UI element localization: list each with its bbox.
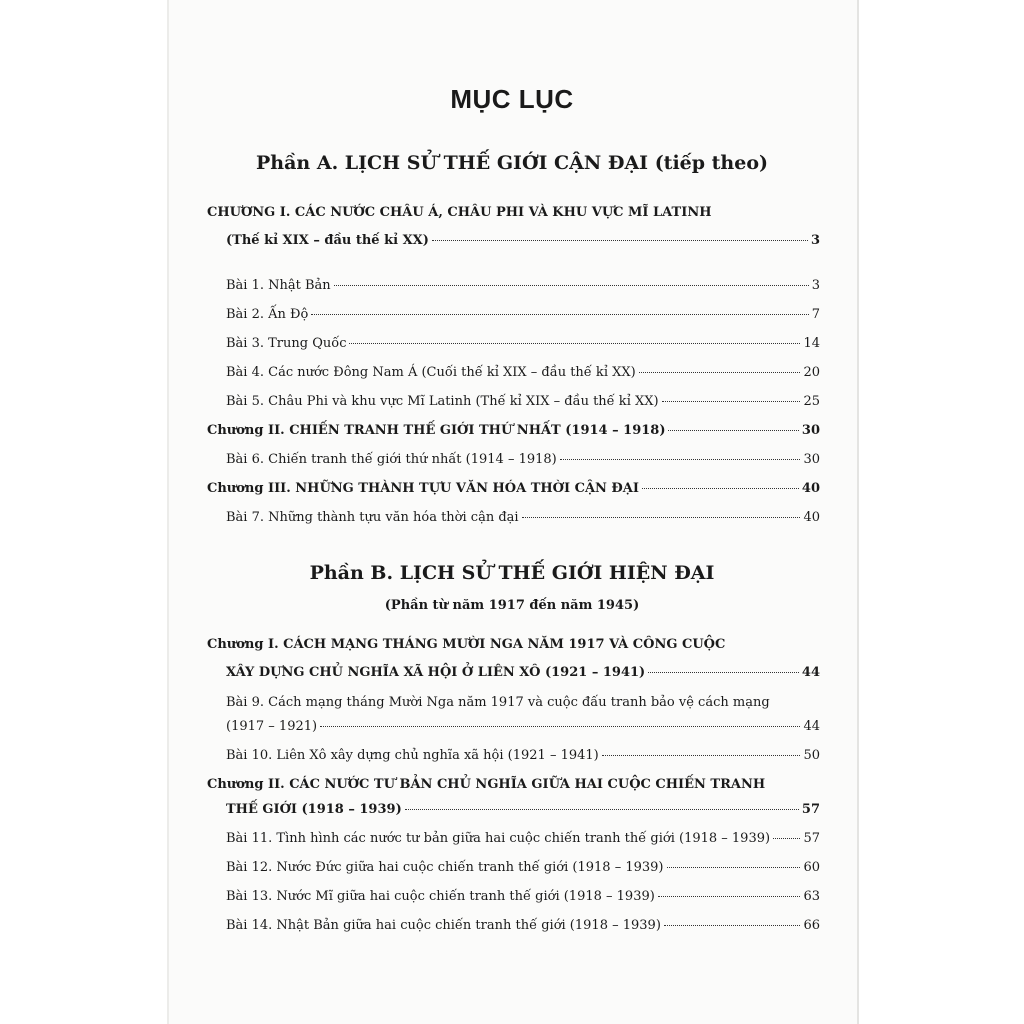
toc-entry-part-b-chapter-1[interactable] bbox=[226, 665, 820, 685]
toc-page-number: 7 bbox=[811, 307, 820, 322]
toc-page-number: 44 bbox=[803, 719, 820, 734]
dot-leader bbox=[432, 240, 808, 241]
dot-leader bbox=[320, 726, 800, 727]
toc-label: Bài 6. Chiến tranh thế giới thứ nhất (1914 – 1918) bbox=[226, 452, 557, 467]
toc-entry-part-a-chapter-1[interactable] bbox=[226, 233, 820, 253]
toc-page-number: 40 bbox=[801, 481, 820, 496]
toc-entry-lesson-14[interactable] bbox=[226, 918, 820, 938]
part-b-heading: Phần B. LỊCH SỬ THẾ GIỚI HIỆN ĐẠI bbox=[309, 562, 715, 584]
toc-label: (1917 – 1921) bbox=[226, 719, 318, 734]
toc-label: Chương III. NHỮNG THÀNH TỰU VĂN HÓA THỜI CẬN ĐẠI bbox=[207, 481, 639, 496]
toc-entry-lesson-7[interactable] bbox=[226, 510, 820, 530]
toc-page-number: 50 bbox=[803, 748, 820, 763]
dot-leader bbox=[349, 343, 800, 344]
toc-label: Bài 2. Ấn Độ bbox=[226, 307, 309, 322]
dot-leader bbox=[668, 430, 798, 431]
toc-entry-part-a-chapter-2[interactable] bbox=[207, 423, 820, 443]
toc-label: Bài 11. Tình hình các nước tư bản giữa hai cuộc chiến tranh thế giới (1918 – 1939) bbox=[226, 831, 771, 846]
toc-entry-lesson-6[interactable] bbox=[226, 452, 820, 472]
toc-label: Bài 10. Liên Xô xây dựng chủ nghĩa xã hội (1921 – 1941) bbox=[226, 748, 599, 763]
dot-leader bbox=[639, 372, 801, 373]
toc-entry-lesson-10[interactable] bbox=[226, 748, 820, 768]
toc-entry-part-a-chapter-3[interactable] bbox=[207, 481, 820, 501]
dot-leader bbox=[642, 488, 799, 489]
dot-leader bbox=[602, 755, 801, 756]
dot-leader bbox=[662, 401, 801, 402]
toc-page-number: 57 bbox=[803, 831, 820, 846]
dot-leader bbox=[658, 896, 801, 897]
toc-page-number: 3 bbox=[811, 278, 820, 293]
toc-label: Bài 13. Nước Mĩ giữa hai cuộc chiến tranh thế giới (1918 – 1939) bbox=[226, 889, 655, 904]
toc-page-number: 20 bbox=[803, 365, 820, 380]
dot-leader bbox=[648, 672, 799, 673]
toc-label: XÂY DỰNG CHỦ NGHĨA XÃ HỘI Ở LIÊN XÔ (1921 – 1941) bbox=[226, 665, 646, 680]
toc-page-number: 30 bbox=[801, 423, 820, 438]
part-a-chapter-1-title: CHƯƠNG I. CÁC NƯỚC CHÂU Á, CHÂU PHI VÀ KHU VỰC MĨ LATINH bbox=[207, 205, 712, 220]
toc-page-number: 44 bbox=[801, 665, 820, 680]
dot-leader bbox=[522, 517, 801, 518]
toc-page-number: 66 bbox=[803, 918, 820, 933]
toc-page-number: 3 bbox=[810, 233, 820, 248]
toc-label: THẾ GIỚI (1918 – 1939) bbox=[226, 802, 402, 817]
lesson-9-title: Bài 9. Cách mạng tháng Mười Nga năm 1917 và cuộc đấu tranh bảo vệ cách mạng bbox=[226, 695, 770, 710]
part-b-chapter-2-title: Chương II. CÁC NƯỚC TƯ BẢN CHỦ NGHĨA GIỮA HAI CUỘC CHIẾN TRANH bbox=[207, 777, 766, 792]
toc-label: Bài 14. Nhật Bản giữa hai cuộc chiến tranh thế giới (1918 – 1939) bbox=[226, 918, 661, 933]
page-title: MỤC LỤC bbox=[450, 84, 574, 114]
toc-label: (Thế kỉ XIX – đầu thế kỉ XX) bbox=[226, 233, 429, 248]
dot-leader bbox=[664, 925, 801, 926]
toc-page-number: 63 bbox=[803, 889, 820, 904]
toc-entry-lesson-1[interactable] bbox=[226, 278, 820, 298]
dot-leader bbox=[667, 867, 801, 868]
dot-leader bbox=[560, 459, 801, 460]
toc-entry-lesson-4[interactable] bbox=[226, 365, 820, 385]
toc-entry-lesson-3[interactable] bbox=[226, 336, 820, 356]
dot-leader bbox=[405, 809, 799, 810]
toc-entry-lesson-9[interactable] bbox=[226, 719, 820, 739]
toc-label: Chương II. CHIẾN TRANH THẾ GIỚI THỨ NHẤT (1914 – 1918) bbox=[207, 423, 666, 438]
toc-entry-part-b-chapter-2[interactable] bbox=[226, 802, 820, 822]
toc-entry-lesson-13[interactable] bbox=[226, 889, 820, 909]
dot-leader bbox=[311, 314, 808, 315]
part-b-chapter-1-title: Chương I. CÁCH MẠNG THÁNG MƯỜI NGA NĂM 1917 VÀ CÔNG CUỘC bbox=[207, 637, 726, 652]
toc-page-number: 14 bbox=[803, 336, 820, 351]
toc-page-number: 30 bbox=[803, 452, 820, 467]
toc-entry-lesson-12[interactable] bbox=[226, 860, 820, 880]
toc-label: Bài 4. Các nước Đông Nam Á (Cuối thế kỉ XIX – đầu thế kỉ XX) bbox=[226, 365, 636, 380]
toc-entry-lesson-11[interactable] bbox=[226, 831, 820, 851]
toc-label: Bài 7. Những thành tựu văn hóa thời cận đại bbox=[226, 510, 519, 525]
toc-entry-lesson-5[interactable] bbox=[226, 394, 820, 414]
toc-page-number: 25 bbox=[803, 394, 820, 409]
part-b-subheading: (Phần từ năm 1917 đến năm 1945) bbox=[384, 598, 640, 613]
toc-entry-lesson-2[interactable] bbox=[226, 307, 820, 327]
toc-page-number: 40 bbox=[803, 510, 820, 525]
toc-label: Bài 12. Nước Đức giữa hai cuộc chiến tranh thế giới (1918 – 1939) bbox=[226, 860, 664, 875]
toc-label: Bài 3. Trung Quốc bbox=[226, 336, 347, 351]
dot-leader bbox=[334, 285, 809, 286]
toc-label: Bài 1. Nhật Bản bbox=[226, 278, 331, 293]
toc-label: Bài 5. Châu Phi và khu vực Mĩ Latinh (Thế kỉ XIX – đầu thế kỉ XX) bbox=[226, 394, 659, 409]
toc-page-number: 60 bbox=[803, 860, 820, 875]
part-a-heading: Phần A. LỊCH SỬ THẾ GIỚI CẬN ĐẠI (tiếp theo) bbox=[255, 152, 769, 174]
dot-leader bbox=[773, 838, 800, 839]
toc-page-number: 57 bbox=[801, 802, 820, 817]
